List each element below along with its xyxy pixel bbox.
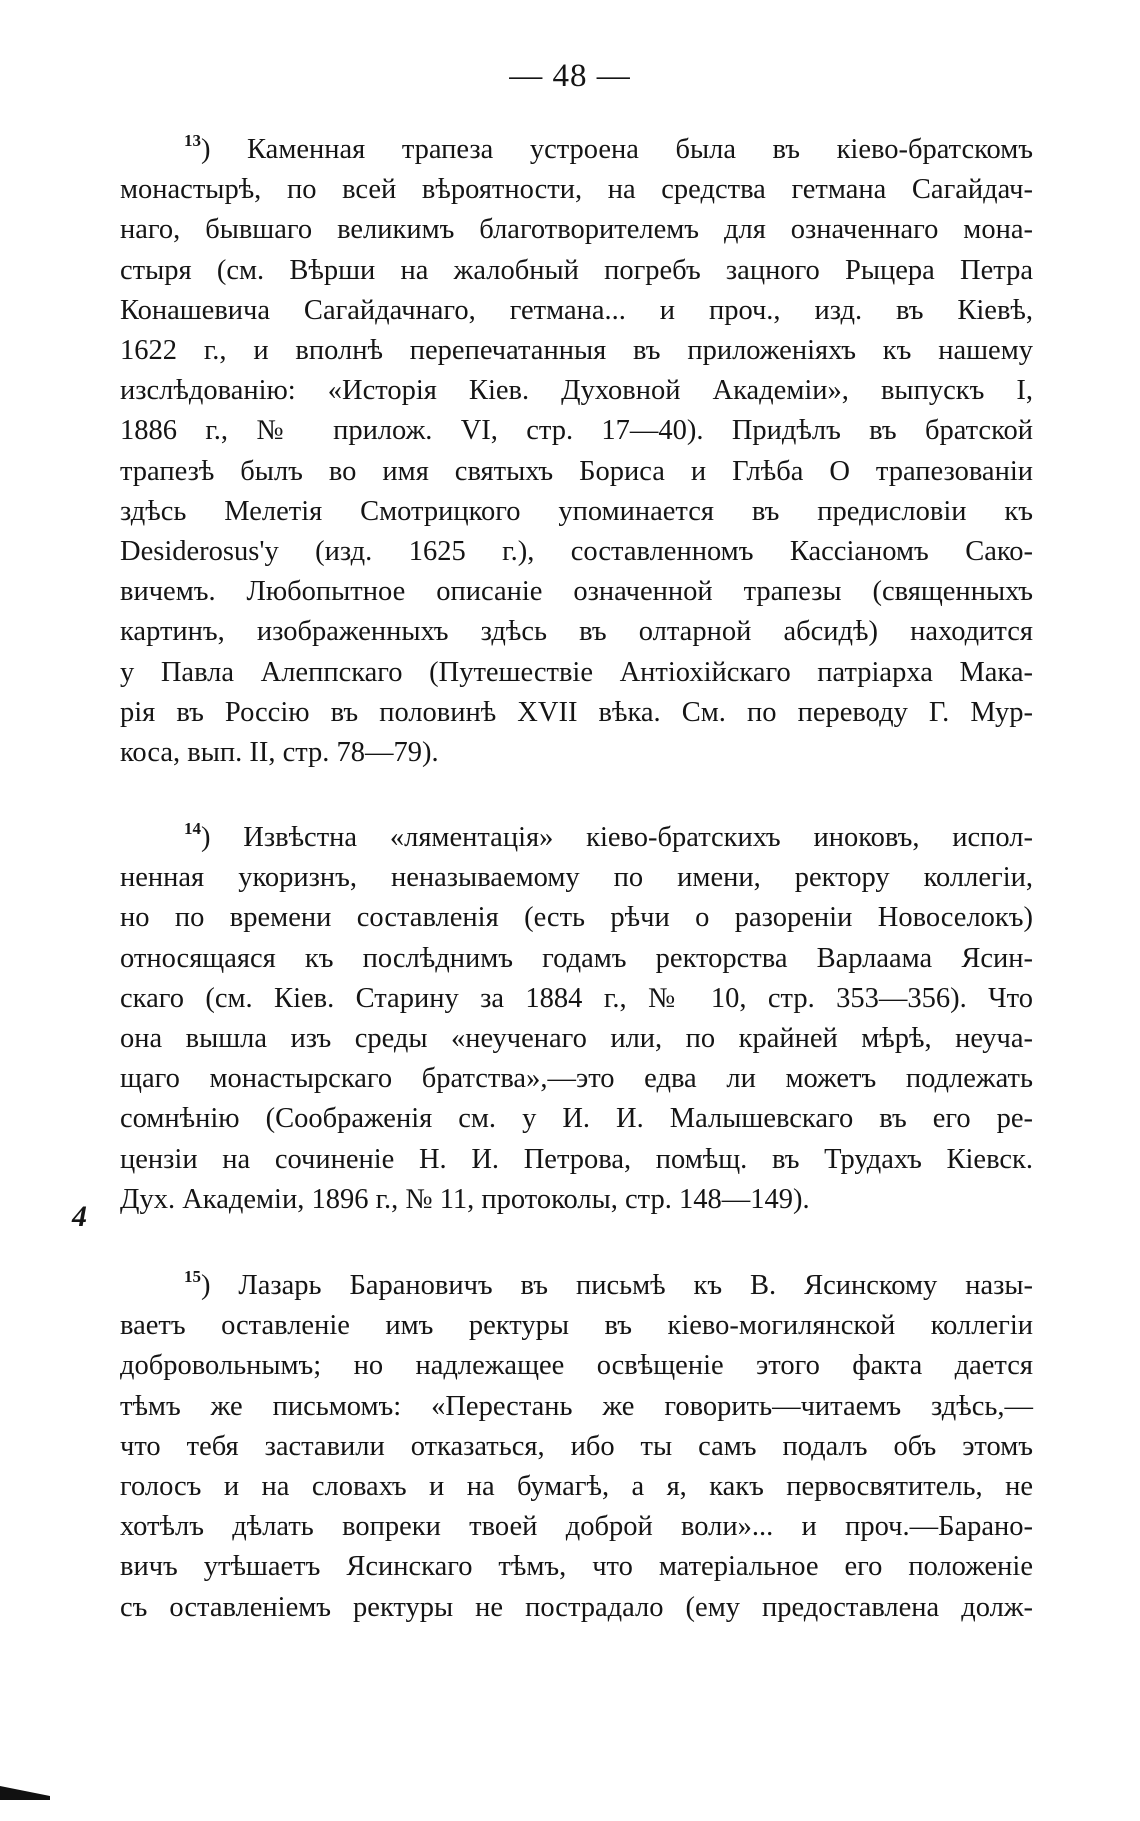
text-line: Дух. Академіи, 1896 г., № 11, протоколы, стр. 148—149). bbox=[120, 1183, 810, 1215]
text-line: $^{14}$) Извѣстна «ляментація» кіево-братскихъ иноковъ, испол- bbox=[184, 819, 1033, 853]
text-line: тѣмъ же письмомъ: «Перестань же говорить—читаемъ здѣсь,— bbox=[120, 1390, 1033, 1422]
margin-annotation: 4 bbox=[72, 1200, 87, 1233]
text-line: ненная укоризнъ, неназываемому по имени, ректору коллегіи, bbox=[120, 862, 1033, 894]
text-line: что тебя заставили отказаться, ибо ты самъ подалъ объ этомъ bbox=[120, 1430, 1033, 1462]
text-line: относящаяся къ послѣднимъ годамъ ректорства Варлаама Ясин- bbox=[120, 942, 1033, 974]
text-line: хотѣлъ дѣлать вопреки твоей доброй воли»... и проч.—Барано- bbox=[120, 1511, 1033, 1543]
text-line: рія въ Россію въ половинѣ XVII вѣка. См. по переводу Г. Мур- bbox=[120, 696, 1033, 728]
text-line: съ оставленіемъ ректуры не пострадало (ему предоставлена долж- bbox=[120, 1591, 1033, 1623]
footnote-14 bbox=[120, 818, 1033, 1220]
text-line: сомнѣнію (Соображенія см. у И. И. Малышевскаго въ его ре- bbox=[120, 1103, 1033, 1135]
text-line: наго, бывшаго великимъ благотворителемъ для означеннаго мона- bbox=[120, 214, 1033, 246]
footnote-marker: 14 bbox=[184, 819, 201, 838]
text-line: $^{15}$) Лазарь Барановичъ въ письмѣ къ В. Ясинскому назы- bbox=[184, 1267, 1033, 1301]
text-line: ваетъ оставленіе имъ ректуры въ кіево-могилянской коллегіи bbox=[120, 1310, 1033, 1342]
text-line: изслѣдованію: «Исторія Кіев. Духовной Академіи», выпускъ I, bbox=[120, 375, 1033, 407]
text-line: монастырѣ, по всей вѣроятности, на средства гетмана Сагайдач- bbox=[120, 174, 1033, 206]
text-line: цензіи на сочиненіе Н. И. Петрова, помѣщ. въ Трудахъ Кіевск. bbox=[120, 1143, 1033, 1175]
text-line: картинъ, изображенныхъ здѣсь въ олтарной абсидѣ) находится bbox=[120, 616, 1033, 648]
text-line: Desiderosus'у (изд. 1625 г.), составленномъ Кассіаномъ Сако- bbox=[120, 536, 1033, 568]
text-line: но по времени составленія (есть рѣчи о разореніи Новоселокъ) bbox=[120, 902, 1033, 934]
text-line: коса, вып. II, стр. 78—79). bbox=[120, 737, 439, 769]
text-line: 1622 г., и вполнѣ перепечатанныя въ приложеніяхъ къ нашему bbox=[120, 335, 1033, 367]
footnote-15 bbox=[120, 1266, 1033, 1628]
text-line: 1886 г., № прилож. VI, стр. 17—40). Придѣлъ въ братской bbox=[120, 415, 1033, 447]
footnote-13 bbox=[120, 130, 1033, 773]
text-line: она вышла изъ среды «неученаго или, по крайней мѣрѣ, неуча- bbox=[120, 1023, 1033, 1055]
footnote-marker: 13 bbox=[184, 131, 201, 150]
text-line: скаго (см. Кіев. Старину за 1884 г., № 10, стр. 353—356). Что bbox=[120, 982, 1033, 1014]
text-line: стыря (см. Вѣрши на жалобный погребъ зацного Рыцера Петра bbox=[120, 254, 1033, 286]
text-line: добровольнымъ; но надлежащее освѣщеніе этого факта дается bbox=[120, 1350, 1033, 1382]
page-number: — 48 — bbox=[509, 58, 631, 94]
text-line: здѣсь Мелетія Смотрицкого упоминается въ предисловіи къ bbox=[120, 495, 1033, 527]
text-line: щаго монастырскаго братства»,—это едва ли можетъ подлежать bbox=[120, 1063, 1033, 1095]
text-line: Конашевича Сагайдачнаго, гетмана... и проч., изд. въ Кіевѣ, bbox=[120, 294, 1033, 326]
scan-edge-mark bbox=[0, 1780, 50, 1800]
footnote-marker: 15 bbox=[184, 1267, 201, 1286]
text-line: вичемъ. Любопытное описаніе означенной трапезы (священныхъ bbox=[120, 576, 1033, 608]
text-line: вичъ утѣшаетъ Ясинскаго тѣмъ, что матеріальное его положеніе bbox=[120, 1551, 1033, 1583]
text-line: $^{13}$) Каменная трапеза устроена была въ кіево-братскомъ bbox=[184, 131, 1033, 165]
text-line: голосъ и на словахъ и на бумагѣ, а я, какъ первосвятитель, не bbox=[120, 1471, 1033, 1503]
text-line: у Павла Алеппскаго (Путешествіе Антіохійскаго патріарха Мака- bbox=[120, 656, 1033, 688]
text-line: трапезѣ былъ во имя святыхъ Бориса и Глѣба О трапезованіи bbox=[120, 455, 1033, 487]
